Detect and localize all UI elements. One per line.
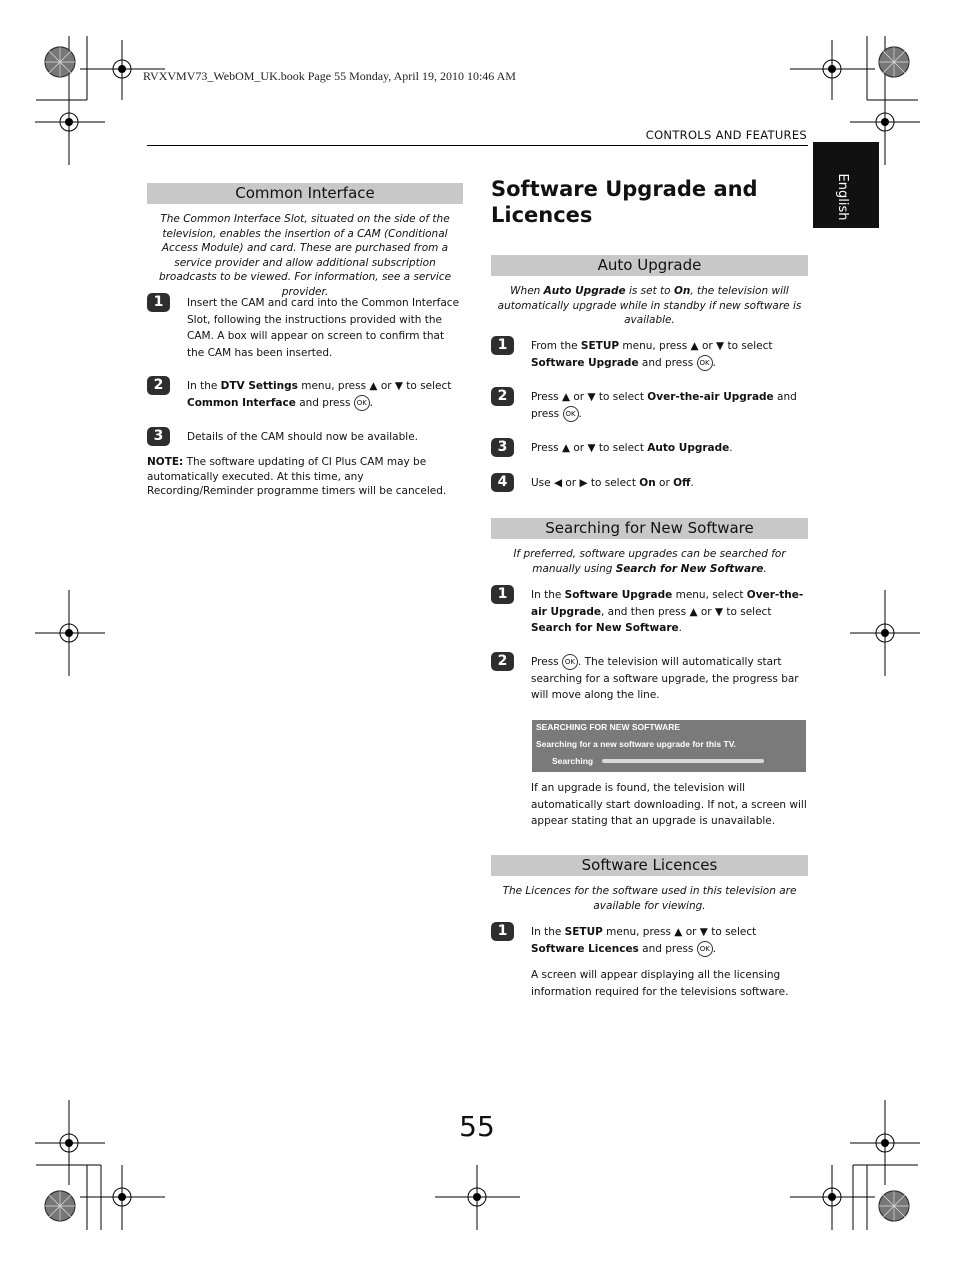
step-number-badge: 2 <box>491 652 514 671</box>
page-number: 55 <box>459 1110 495 1143</box>
auto-upgrade-heading: Auto Upgrade <box>491 255 808 276</box>
common-interface-note: NOTE: The software updating of CI Plus CAM may be automatically executed. At this time, any Recording/Reminder programme timers will be canceled. <box>147 456 447 497</box>
step-number-badge: 3 <box>147 427 170 446</box>
header-rule <box>147 145 808 146</box>
screen-title: SEARCHING FOR NEW SOFTWARE <box>536 722 681 732</box>
ok-button-icon: OK <box>562 654 578 670</box>
print-info: RVXVMV73_WebOM_UK.book Page 55 Monday, April 19, 2010 10:46 AM <box>143 69 516 83</box>
auto-upgrade-step-3: Press ▲ or ▼ to select Auto Upgrade. <box>531 442 733 454</box>
step-number-badge: 1 <box>491 336 514 355</box>
common-interface-intro: The Common Interface Slot, situated on the side of the television, enables the insertion of a CAM (Conditional Access Module) and card. These are purchased from a service provider and allow additional subscription broadcasts to be viewed. For information, see a service provider. <box>158 213 452 298</box>
ok-button-icon: OK <box>354 395 370 411</box>
auto-upgrade-step-1: From the SETUP menu, press ▲ or ▼ to select Software Upgrade and press OK . <box>531 340 773 369</box>
search-new-software-intro: If preferred, software upgrades can be searched for manually using Search for New Software. <box>513 548 786 575</box>
language-tab <box>813 142 879 228</box>
software-licences-step-1: In the SETUP menu, press ▲ or ▼ to select Software Licences and press OK . <box>531 926 757 955</box>
auto-upgrade-step-2: Press ▲ or ▼ to select Over-the-air Upgrade and press OK . <box>531 391 797 420</box>
software-licences-after: A screen will appear displaying all the licensing information required for the televisions software. <box>531 969 789 998</box>
step-number-badge: 2 <box>147 376 170 395</box>
page-title: Software Upgrade and Licences <box>491 177 758 227</box>
section-header-label: CONTROLS AND FEATURES <box>645 128 807 142</box>
ok-button-icon: OK <box>697 355 713 371</box>
progress-bar <box>602 759 764 763</box>
ok-button-icon: OK <box>697 941 713 957</box>
common-interface-step-1: Insert the CAM and card into the Common Interface Slot, following the instructions provided with the CAM. A box will appear on screen to confirm that the CAM has been inserted. <box>187 297 460 359</box>
screen-progress-label: Searching <box>552 756 594 766</box>
step-number-badge: 4 <box>491 473 514 492</box>
search-new-software-step-1: In the Software Upgrade menu, select Over-the-air Upgrade, and then press ▲ or ▼ to select Search for New Software. <box>531 589 804 634</box>
search-new-software-step-2: Press OK . The television will automatically start searching for a software upgrade, the progress bar will move along the line. <box>531 656 799 701</box>
step-number-badge: 1 <box>491 922 514 941</box>
screen-message: Searching for a new software upgrade for this TV. <box>536 739 736 749</box>
auto-upgrade-step-4: Use ◀ or ▶ to select On or Off. <box>531 477 694 489</box>
common-interface-step-3: Details of the CAM should now be available. <box>187 431 418 443</box>
common-interface-step-2: In the DTV Settings menu, press ▲ or ▼ to select Common Interface and press OK . <box>187 380 452 409</box>
step-number-badge: 3 <box>491 438 514 457</box>
auto-upgrade-intro: When Auto Upgrade is set to On, the television will automatically upgrade while in standby if new software is available. <box>497 285 802 326</box>
search-new-software-after: If an upgrade is found, the television will automatically start downloading. If not, a screen will appear stating that an upgrade is unavailable. <box>531 782 807 827</box>
language-tab-label: English <box>835 173 850 221</box>
step-number-badge: 1 <box>147 293 170 312</box>
search-new-software-heading: Searching for New Software <box>491 518 808 539</box>
ok-button-icon: OK <box>563 406 579 422</box>
tv-screen-search-dialog <box>532 720 806 772</box>
step-number-badge: 2 <box>491 387 514 406</box>
software-licences-intro: The Licences for the software used in this television are available for viewing. <box>502 885 797 912</box>
software-licences-heading: Software Licences <box>491 855 808 876</box>
step-number-badge: 1 <box>491 585 514 604</box>
common-interface-heading: Common Interface <box>147 183 463 204</box>
